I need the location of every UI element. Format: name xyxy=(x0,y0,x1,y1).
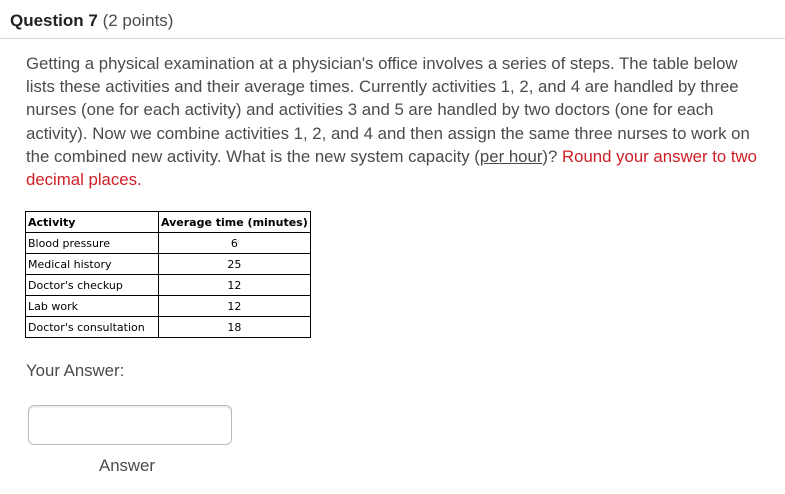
prompt-text: Getting a physical examination at a physician's office involves a series of steps. The table below lists these activities and their average times. Currently activities 1, 2, and 4 are handled by three nurses (one for each activity) and activities 3 and 5 are handled by two doctors (one for each activity). Now we combine activities 1, 2, and 4 and then assign the same three nurses to work on the combined new activity. What is the new system capacity ( xyxy=(26,54,750,166)
activity-cell: Doctor's checkup xyxy=(26,275,159,296)
answer-input-label: Answer xyxy=(99,456,155,475)
question-header xyxy=(10,11,173,31)
activity-cell: Blood pressure xyxy=(26,233,159,254)
time-cell: 12 xyxy=(159,296,311,317)
question-points: (2 points) xyxy=(102,11,174,30)
question-title: Question 7 xyxy=(10,11,98,30)
time-cell: 12 xyxy=(159,275,311,296)
table-row xyxy=(26,296,311,317)
table-row xyxy=(26,254,311,275)
answer-input[interactable] xyxy=(28,405,232,445)
activity-cell: Medical history xyxy=(26,254,159,275)
column-header-activity: Activity xyxy=(26,212,159,233)
your-answer-heading: Your Answer: xyxy=(26,361,125,380)
activity-times-table xyxy=(25,211,311,338)
prompt-rounding-instruction: Round your answer to two decimal places. xyxy=(26,146,757,190)
time-cell: 6 xyxy=(159,233,311,254)
table-row xyxy=(26,317,311,338)
time-cell: 25 xyxy=(159,254,311,275)
table-row xyxy=(26,233,311,254)
table-header-row xyxy=(26,212,311,233)
activity-cell: Lab work xyxy=(26,296,159,317)
header-divider xyxy=(0,38,785,39)
activity-cell: Doctor's consultation xyxy=(26,317,159,338)
question-prompt xyxy=(26,52,761,191)
prompt-text-after: )? xyxy=(542,146,563,166)
time-cell: 18 xyxy=(159,317,311,338)
table-row xyxy=(26,275,311,296)
column-header-average-time: Average time (minutes) xyxy=(159,212,311,233)
prompt-underlined-text: per hour xyxy=(479,146,543,166)
